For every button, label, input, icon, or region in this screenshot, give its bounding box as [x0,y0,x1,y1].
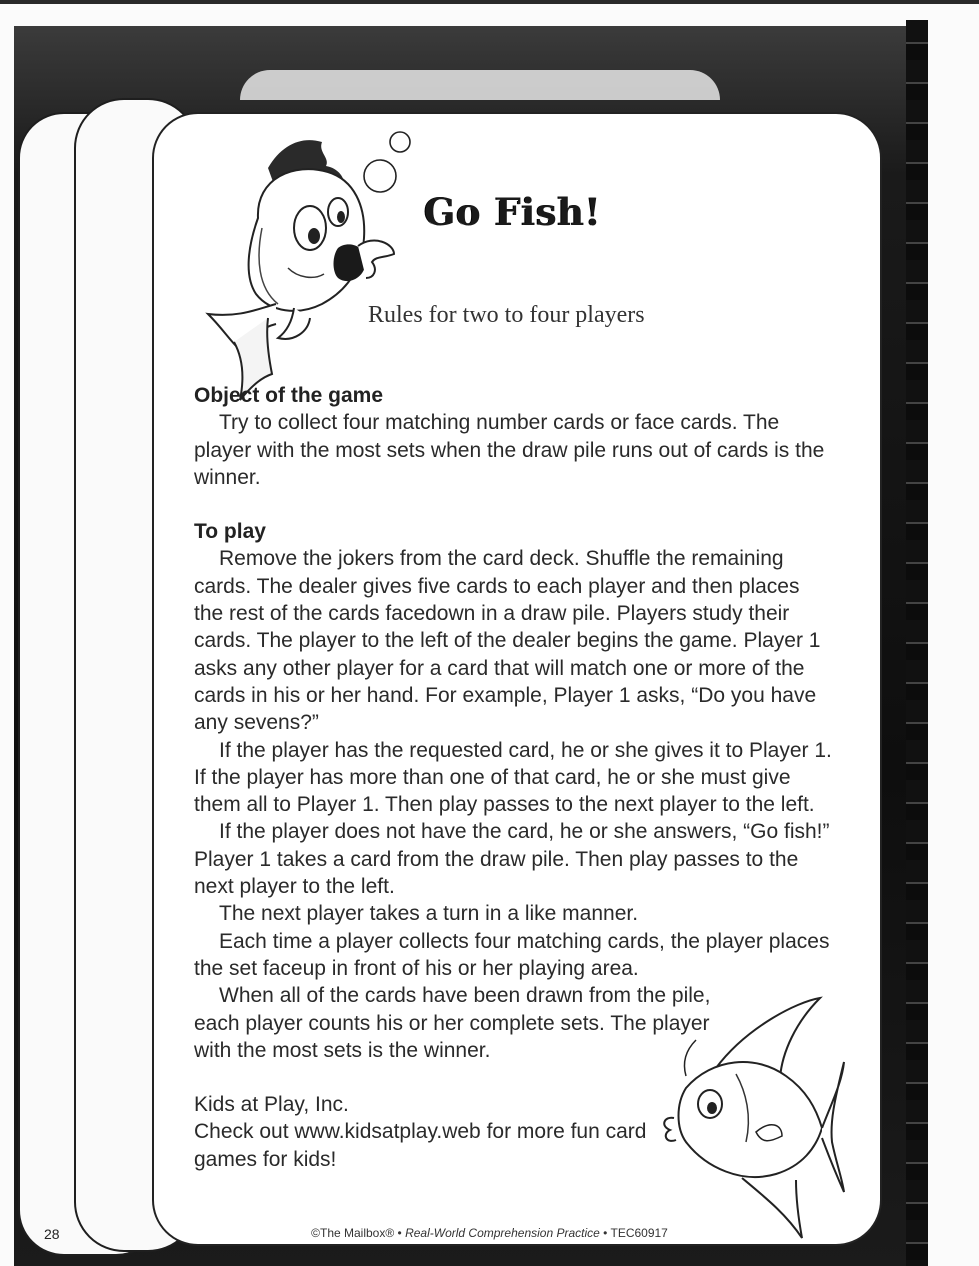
footer-book-title: Real-World Comprehension Practice [405,1226,600,1240]
footer-copyright: ©The Mailbox® • [311,1226,402,1240]
section-heading: To play [194,520,266,544]
paragraph: Try to collect four matching number cards or face cards. The player with the most sets when the draw pile runs out of cards is the winner. [194,411,825,489]
paragraph: If the player does not have the card, he or she answers, “Go fish!” Player 1 takes a card from the draw pile. Then play passes to the next player to the left. [194,820,830,899]
footer-code: • TEC60917 [603,1226,668,1240]
subtitle: Rules for two to four players [368,302,645,328]
page-number: 28 [44,1226,60,1242]
card-stack-edge [906,20,928,1266]
top-rule [0,0,979,4]
fish-illustration [198,128,418,418]
footer [0,1226,979,1240]
angelfish-illustration [646,992,846,1242]
paragraph: Each time a player collects four matching cards, the player places the set faceup in front of his or her playing area. [194,929,830,980]
paragraph: If the player has the requested card, he or she gives it to Player 1. If the player has more than one of that card, he or she must give them all to Player 1. Then play passes to the next player to the left. [194,738,832,817]
publisher-name: Kids at Play, Inc. [194,1093,349,1117]
paragraph: When all of the cards have been drawn from the pile, each player counts his or her complete sets. The player with the most sets is the winner. [194,984,711,1062]
paragraph: Remove the jokers from the card deck. Shuffle the remaining cards. The dealer gives five cards to each player and then places the rest of the cards facedown in a draw pile. Players study their cards. The player to the left of the dealer begins the game. Player 1 asks any other player for a card that will match one or more of the cards in his or her hand. For example, Player 1 asks, “Do you have any sevens?” [194,547,821,735]
section-heading: Object of the game [194,384,384,407]
paragraph: The next player takes a turn in a like manner. [219,902,639,926]
spacer [194,491,834,518]
page-title: Go Fish! [424,190,602,234]
publisher-note: Check out www.kidsatplay.web for more fun card games for kids! [194,1120,647,1171]
card-stack-top [240,70,720,100]
